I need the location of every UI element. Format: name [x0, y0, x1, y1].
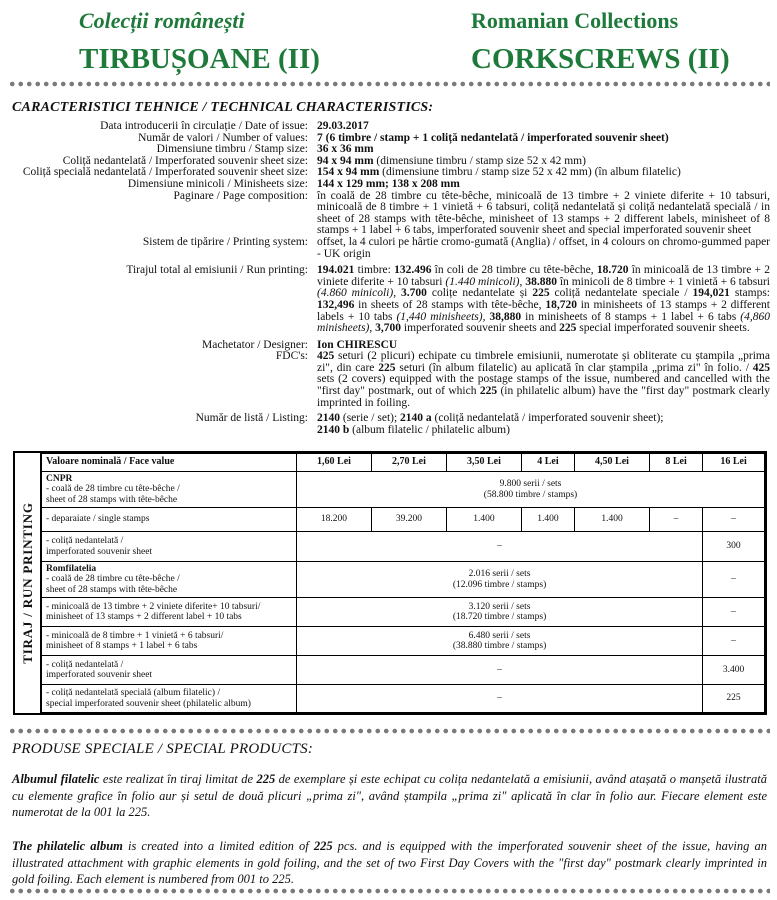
tech-value: 425 seturi (2 plicuri) echipate cu timbrele emisiunii, numerotate și obliterate cu ștampila „prima zi", din care 225 seturi (în album filatelic) au aplicată în clar ștampila „prima zi" în folio. / 425 sets (2 covers) equipped with the postage stamps of the issue, numbered and cancelled with the "first day" postmark, out of which 225 (in philatelic album) have the "first day" postmark clearly imprinted in foiling. — [317, 350, 771, 409]
table-row — [42, 508, 765, 532]
table-header-value: 4,50 Lei — [575, 454, 650, 472]
dotted-divider — [8, 888, 770, 894]
table-cell: 225 — [703, 685, 765, 713]
tech-label: Sistem de tipărire / Printing system: — [142, 235, 308, 248]
header-ro-title: TIRBUȘOANE (II) — [79, 43, 320, 75]
tech-label: Coliță nedantelată / Imperforated souvenir sheet size: — [62, 154, 308, 167]
table-cell: 18.200 — [297, 508, 372, 532]
tech-label: Coliță specială nedantelată / Imperforated souvenir sheet size: — [22, 166, 308, 179]
table-row — [42, 532, 765, 562]
tech-value: în coală de 28 timbre cu tête-bêche, minicoală de 13 timbre + 2 viniete diferite + 10 tabsuri, minicoală de 8 timbre + 1 vinietă + 6 tabsuri, coliță nedantelată și coliță nedantelată specială / in sheet of 28 stamps with tête-bêche, minisheet of 13 stamps + 2 different labels, minisheet of 8 stamps + 1 label + 6 tabs, imperforated souvenir sheet and special imperforated souvenir sheet — [317, 189, 770, 237]
tech-value: 2140 (serie / set); 2140 a (coliță nedantelată / imperforated souvenir sheet); 2140 b (album filatelic / philatelic album) — [317, 412, 664, 436]
tech-value: 29.03.2017 — [317, 120, 369, 132]
table-cell: 39.200 — [371, 508, 446, 532]
table-cell: – — [649, 508, 702, 532]
table-row-label: - coliță nedantelată / imperforated souvenir sheet — [42, 532, 297, 562]
table-header-value: 1,60 Lei — [297, 454, 372, 472]
page-header — [0, 0, 777, 80]
table-row — [42, 685, 765, 713]
header-en-subtitle: Romanian Collections — [471, 8, 679, 33]
table-row-label: - coliță nedantelată specială (album filatelic) / special imperforated souvenir sheet (philatelic album) — [42, 685, 297, 713]
table-cell: 2.016 serii / sets (12.096 timbre / stamps) — [297, 562, 703, 598]
table-row — [42, 562, 765, 598]
table-header-value: 16 Lei — [703, 454, 765, 472]
tech-label: Număr de valori / Number of values: — [138, 131, 308, 144]
run-printing-side-label: TIRAJ / RUN PRINTING — [15, 453, 41, 713]
dotted-divider — [8, 81, 770, 87]
tech-row-printing — [0, 237, 777, 260]
tech-label: Dimensiune minicoli / Minisheets size: — [127, 177, 308, 190]
table-cell: – — [297, 532, 703, 562]
tech-label: Data introducerii în circulație / Date of issue: — [100, 120, 308, 132]
table-cell: – — [703, 562, 765, 598]
tech-label: Machetator / Designer: — [201, 338, 308, 351]
tech-row-minisheet-size — [0, 179, 777, 191]
tech-heading: CARACTERISTICI TEHNICE / TECHNICAL CHARACTERISTICS: — [12, 100, 434, 115]
table-cell: – — [703, 508, 765, 532]
tech-row-listing — [0, 413, 777, 436]
tech-label: Tirajul total al emisiunii / Run printing: — [126, 264, 308, 277]
tech-label: Număr de listă / Listing: — [195, 412, 308, 425]
products-heading: PRODUSE SPECIALE / SPECIAL PRODUCTS: — [12, 741, 314, 757]
tech-value: 36 x 36 mm — [317, 143, 374, 156]
table-row — [42, 656, 765, 685]
table-row-label: Romfilatelia - coală de 28 timbre cu tête-bêche / sheet of 28 stamps with tête-bêche — [42, 562, 297, 598]
table-header-value: 8 Lei — [649, 454, 702, 472]
dotted-divider — [8, 728, 770, 734]
tech-value: 7 (6 timbre / stamp + 1 coliță nedantelată / imperforated souvenir sheet) — [317, 131, 669, 144]
table-row-label: - coliță nedantelată / imperforated souvenir sheet — [42, 656, 297, 685]
products-text-ro: Albumul filatelic este realizat în tiraj limitat de 225 de exemplare și este echipat cu colița nedantelată a emisiunii, având atașată o manșetă ilustrată cu elemente grafice în folio aur și setul de două plicuri „prima zi", având ștampila „prima zi" aplicată în clar în folio aur. Fiecare element este numerotat de la 001 la 225. — [12, 772, 767, 819]
table-row-label: CNPR - coală de 28 timbre cu tête-bêche / sheet of 28 stamps with tête-bêche — [42, 472, 297, 508]
tech-value: 194.021 timbre: 132.496 în coli de 28 timbre cu tête-bêche, 18.720 în minicoală de 13 timbre + 2 viniete diferite + 10 tabsuri (1.440 minicoli), 38.880 în minicoli de 8 timbre + 1 vinietă + 6 tabsuri (4.860 minicoli), 3.700 colițe nedantelate și 225 coliță nedantelate speciale / 194,021 stamps: 132,496 in sheets of 28 stamps with tête-bêche, 18,720 in minisheets of 13 stamps + 2 different labels + 10 tabs (1,440 minisheets), 38,880 in minisheets of 8 stamps + 1 label + 6 tabs (4,860 minisheets), 3,700 imperforated souvenir sheets and 225 special imperforated souvenir sheets. — [317, 264, 771, 335]
table-cell: 3.400 — [703, 656, 765, 685]
tech-value: 154 x 94 mm — [317, 166, 380, 179]
table-cell: 6.480 serii / sets (38.880 timbre / stamps) — [297, 627, 703, 656]
tech-characteristics — [0, 121, 777, 436]
table-cell: – — [703, 598, 765, 627]
tech-label: Paginare / Page composition: — [173, 189, 308, 202]
table-cell: – — [297, 656, 703, 685]
tech-value: Ion CHIRESCU — [317, 338, 398, 351]
tech-row-num-values — [0, 133, 777, 145]
table-cell: – — [297, 685, 703, 713]
table-cell: – — [703, 627, 765, 656]
table-cell: 1.400 — [575, 508, 650, 532]
products-text-en: The philatelic album is created into a limited edition of 225 pcs. and is equipped with the imperforated souvenir sheet of the issue, having an illustrated attachment with graphic elements in gold foiling, and the set of two First Day Covers with the "first day" postmark clearly imprinted in gold foiling. Each element is numbered from 001 to 225. — [12, 839, 767, 886]
table-cell: 1.400 — [521, 508, 574, 532]
table-header-face-value: Valoare nominală / Face value — [42, 454, 297, 472]
table-cell: 300 — [703, 532, 765, 562]
tech-value: 144 x 129 mm; 138 x 208 mm — [317, 177, 460, 190]
table-row-label: - minicoală de 13 timbre + 2 viniete diferite+ 10 tabsuri/ minisheet of 13 stamps + 2 different label + 10 tabs — [42, 598, 297, 627]
run-printing-table — [13, 451, 767, 715]
tech-value-note: (dimensiune timbru / stamp size 52 x 42 mm) (în album filatelic) — [379, 166, 681, 179]
table-header-value: 2,70 Lei — [371, 454, 446, 472]
table-row — [42, 598, 765, 627]
table-header-row — [42, 454, 765, 472]
tech-value: 94 x 94 mm — [317, 154, 374, 167]
table-row — [42, 472, 765, 508]
table-cell: 9.800 serii / sets (58.800 timbre / stamps) — [297, 472, 765, 508]
table-row — [42, 627, 765, 656]
table-row-label: - minicoală de 8 timbre + 1 vinietă + 6 tabsuri/ minisheet of 8 stamps + 1 label + 6 tabs — [42, 627, 297, 656]
tech-row-run-printing — [0, 265, 777, 335]
header-en-title: CORKSCREWS (II) — [471, 43, 730, 75]
tech-value: offset, la 4 culori pe hârtie cromo-gumată (Anglia) / offset, in 4 colours on chromo-gummed paper - UK origin — [317, 235, 770, 260]
table-cell: 1.400 — [446, 508, 521, 532]
tech-row-fdc — [0, 351, 777, 409]
tech-value-note: (dimensiune timbru / stamp size 52 x 42 mm) — [373, 154, 586, 167]
tech-label: FDC's: — [275, 350, 308, 363]
tech-label: Dimensiune timbru / Stamp size: — [156, 143, 308, 156]
table-header-value: 4 Lei — [521, 454, 574, 472]
table-cell: 3.120 serii / sets (18.720 timbre / stamps) — [297, 598, 703, 627]
table-row-label: - deparaiate / single stamps — [42, 508, 297, 532]
table-header-value: 3,50 Lei — [446, 454, 521, 472]
header-ro-subtitle: Colecții românești — [79, 8, 245, 33]
tech-row-page-composition — [0, 191, 777, 237]
